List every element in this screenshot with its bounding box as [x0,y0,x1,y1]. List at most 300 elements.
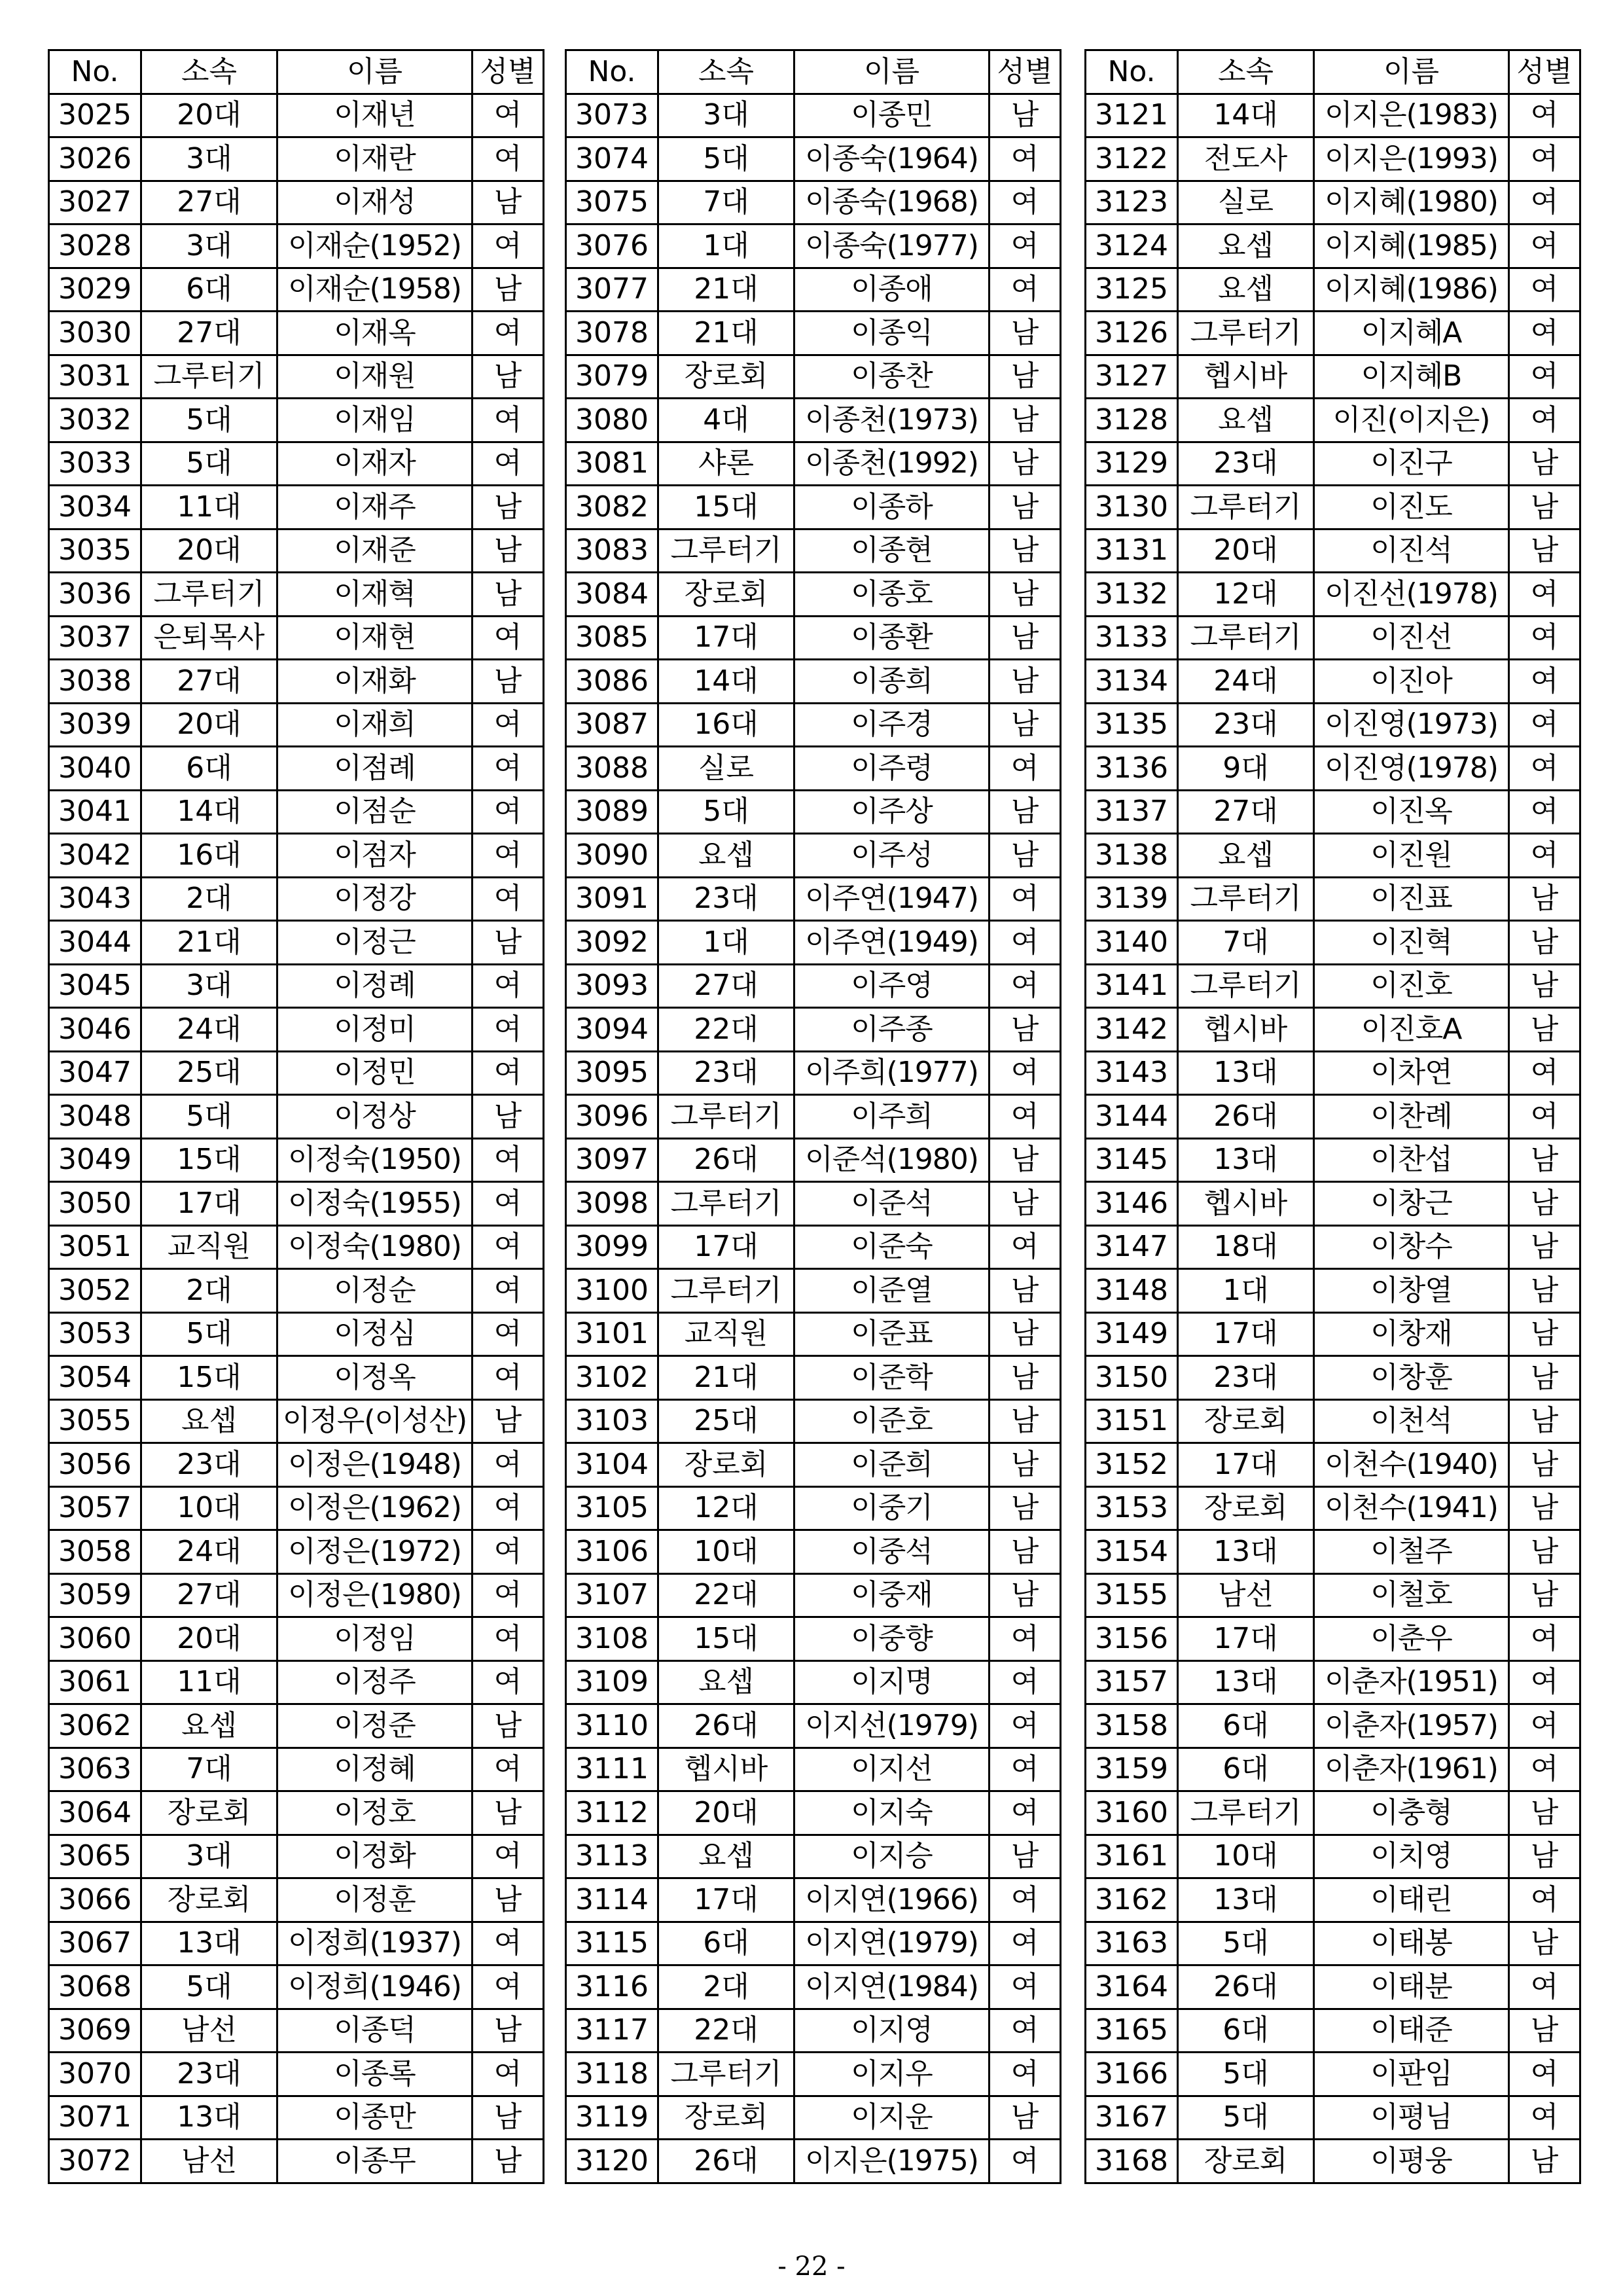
cell-sex: 남 [990,790,1061,834]
cell-no: 3051 [49,1225,141,1269]
cell-no: 3041 [49,790,141,834]
cell-sex: 여 [1509,1878,1580,1922]
cell-no: 3121 [1086,94,1178,137]
cell-name: 이지우 [794,2053,990,2096]
cell-sex: 여 [1509,703,1580,747]
cell-name: 이평님 [1314,2096,1509,2140]
cell-affiliation: 장로회 [1178,2140,1314,2183]
cell-affiliation: 그루터기 [141,355,277,399]
cell-name: 이진표 [1314,877,1509,921]
cell-affiliation: 요셉 [658,1835,794,1878]
cell-affiliation: 은퇴목사 [141,616,277,660]
table-row [1086,660,1580,704]
cell-affiliation: 22대 [658,1008,794,1052]
cell-no: 3110 [566,1704,658,1748]
cell-no: 3045 [49,964,141,1008]
table-row [49,312,544,355]
cell-no: 3143 [1086,1051,1178,1095]
table-row [49,1051,544,1095]
cell-affiliation: 3대 [658,94,794,137]
table-row [49,1835,544,1878]
cell-name: 이진선 [1314,616,1509,660]
cell-affiliation: 그루터기 [658,2053,794,2096]
cell-no: 3109 [566,1660,658,1704]
cell-no: 3095 [566,1051,658,1095]
cell-name: 이재성 [277,181,473,224]
cell-sex: 남 [473,1704,544,1748]
table-row [566,312,1061,355]
table-row [566,1182,1061,1226]
cell-affiliation: 남선 [1178,1573,1314,1617]
col-header-sex: 성별 [1509,50,1580,94]
cell-no: 3100 [566,1269,658,1313]
table-row [566,790,1061,834]
cell-affiliation: 6대 [141,268,277,312]
cell-no: 3079 [566,355,658,399]
cell-name: 이철호 [1314,1573,1509,1617]
cell-sex: 여 [473,224,544,268]
cell-no: 3082 [566,486,658,529]
table-row [566,1051,1061,1095]
cell-no: 3083 [566,529,658,573]
cell-affiliation: 5대 [1178,2053,1314,2096]
cell-name: 이종숙(1964) [794,137,990,181]
cell-affiliation: 남선 [141,2009,277,2053]
cell-sex: 남 [1509,1356,1580,1400]
cell-affiliation: 20대 [141,529,277,573]
cell-affiliation: 실로 [658,747,794,791]
cell-no: 3072 [49,2140,141,2183]
cell-name: 이종숙(1977) [794,224,990,268]
cell-no: 3155 [1086,1573,1178,1617]
cell-no: 3087 [566,703,658,747]
roster-table-1 [48,49,544,2184]
cell-affiliation: 27대 [141,1573,277,1617]
page-number: - 22 - [777,2251,846,2282]
cell-no: 3098 [566,1182,658,1226]
table-row [49,355,544,399]
cell-affiliation: 6대 [658,1922,794,1965]
cell-affiliation: 10대 [658,1530,794,1574]
cell-name: 이점순 [277,790,473,834]
cell-sex: 여 [1509,1704,1580,1748]
cell-name: 이평웅 [1314,2140,1509,2183]
cell-name: 이태봉 [1314,1922,1509,1965]
table-row [566,1878,1061,1922]
cell-sex: 여 [1509,1095,1580,1139]
cell-no: 3165 [1086,2009,1178,2053]
table-header [1086,50,1580,94]
cell-no: 3092 [566,921,658,965]
table-row [49,616,544,660]
cell-sex: 여 [1509,1748,1580,1791]
cell-name: 이정옥 [277,1356,473,1400]
cell-no: 3034 [49,486,141,529]
cell-name: 이정숙(1980) [277,1225,473,1269]
cell-no: 3093 [566,964,658,1008]
cell-affiliation: 교직원 [141,1225,277,1269]
cell-no: 3038 [49,660,141,704]
table-row [566,1617,1061,1661]
cell-sex: 남 [1509,442,1580,486]
table-row [1086,1182,1580,1226]
cell-name: 이차연 [1314,1051,1509,1095]
cell-sex: 여 [990,181,1061,224]
cell-no: 3160 [1086,1791,1178,1835]
cell-affiliation: 헵시바 [1178,355,1314,399]
cell-sex: 남 [1509,2140,1580,2183]
cell-affiliation: 22대 [658,2009,794,2053]
cell-sex: 여 [990,1704,1061,1748]
cell-name: 이정호 [277,1791,473,1835]
cell-sex: 남 [473,486,544,529]
cell-no: 3136 [1086,747,1178,791]
cell-no: 3139 [1086,877,1178,921]
cell-name: 이주령 [794,747,990,791]
cell-affiliation: 16대 [658,703,794,747]
cell-sex: 남 [473,529,544,573]
cell-affiliation: 요셉 [141,1704,277,1748]
cell-name: 이정강 [277,877,473,921]
cell-name: 이정훈 [277,1878,473,1922]
cell-affiliation: 장로회 [658,573,794,617]
table-row [566,1138,1061,1182]
cell-sex: 남 [1509,1138,1580,1182]
cell-name: 이재년 [277,94,473,137]
cell-no: 3123 [1086,181,1178,224]
cell-name: 이정상 [277,1095,473,1139]
cell-name: 이정희(1937) [277,1922,473,1965]
cell-sex: 여 [990,1051,1061,1095]
cell-name: 이지연(1966) [794,1878,990,1922]
cell-no: 3112 [566,1791,658,1835]
cell-no: 3125 [1086,268,1178,312]
cell-affiliation: 21대 [141,921,277,965]
cell-sex: 남 [990,1008,1061,1052]
table-row [1086,747,1580,791]
col-header-no: No. [49,50,141,94]
table-row [49,1791,544,1835]
cell-affiliation: 27대 [141,181,277,224]
cell-no: 3084 [566,573,658,617]
cell-affiliation: 장로회 [658,355,794,399]
cell-affiliation: 17대 [658,1225,794,1269]
cell-name: 이찬섭 [1314,1138,1509,1182]
table-row [1086,921,1580,965]
cell-affiliation: 26대 [1178,1965,1314,2009]
cell-no: 3120 [566,2140,658,2183]
cell-no: 3088 [566,747,658,791]
cell-no: 3148 [1086,1269,1178,1313]
cell-sex: 여 [473,94,544,137]
table-row [49,1617,544,1661]
cell-no: 3091 [566,877,658,921]
cell-sex: 여 [990,1878,1061,1922]
cell-sex: 여 [1509,94,1580,137]
cell-affiliation: 26대 [658,1704,794,1748]
cell-affiliation: 그루터기 [658,1269,794,1313]
cell-sex: 남 [1509,1312,1580,1356]
cell-affiliation: 요셉 [658,1660,794,1704]
cell-affiliation: 교직원 [658,1312,794,1356]
cell-affiliation: 14대 [658,660,794,704]
col-header-no: No. [566,50,658,94]
cell-affiliation: 4대 [658,399,794,442]
table-row [1086,224,1580,268]
table-header [49,50,544,94]
table-row [566,703,1061,747]
cell-name: 이지혜(1986) [1314,268,1509,312]
cell-affiliation: 24대 [141,1530,277,1574]
cell-sex: 남 [473,1399,544,1443]
cell-name: 이종희 [794,660,990,704]
cell-sex: 남 [1509,921,1580,965]
cell-sex: 남 [473,1095,544,1139]
cell-sex: 남 [473,573,544,617]
cell-affiliation: 5대 [141,1312,277,1356]
cell-name: 이진아 [1314,660,1509,704]
cell-name: 이지은(1975) [794,2140,990,2183]
cell-no: 3035 [49,529,141,573]
cell-sex: 여 [990,1748,1061,1791]
cell-no: 3111 [566,1748,658,1791]
table-row [1086,1922,1580,1965]
cell-sex: 여 [1509,616,1580,660]
cell-sex: 여 [473,442,544,486]
cell-sex: 남 [1509,486,1580,529]
cell-no: 3131 [1086,529,1178,573]
roster-table-2 [565,49,1061,2184]
cell-sex: 남 [473,355,544,399]
table-row [566,877,1061,921]
cell-no: 3043 [49,877,141,921]
cell-affiliation: 26대 [658,1138,794,1182]
table-row [1086,486,1580,529]
cell-name: 이주희(1977) [794,1051,990,1095]
cell-name: 이준표 [794,1312,990,1356]
cell-name: 이정우(이성산) [277,1399,473,1443]
cell-no: 3101 [566,1312,658,1356]
cell-no: 3102 [566,1356,658,1400]
cell-no: 3168 [1086,2140,1178,2183]
cell-sex: 여 [473,1573,544,1617]
cell-name: 이중석 [794,1530,990,1574]
cell-name: 이치영 [1314,1835,1509,1878]
cell-name: 이천수(1941) [1314,1486,1509,1530]
table-row [566,486,1061,529]
cell-sex: 남 [990,1312,1061,1356]
cell-sex: 여 [473,1269,544,1313]
cell-affiliation: 13대 [1178,1878,1314,1922]
cell-affiliation: 헵시바 [658,1748,794,1791]
table-row [1086,1486,1580,1530]
table-row [49,2009,544,2053]
table-row [1086,529,1580,573]
cell-name: 이진도 [1314,486,1509,529]
cell-affiliation: 2대 [658,1965,794,2009]
table-row [49,486,544,529]
cell-sex: 남 [473,1791,544,1835]
cell-sex: 남 [990,660,1061,704]
table-row [566,964,1061,1008]
cell-affiliation: 23대 [141,2053,277,2096]
cell-sex: 여 [473,834,544,878]
cell-sex: 여 [1509,181,1580,224]
cell-no: 3108 [566,1617,658,1661]
cell-no: 3078 [566,312,658,355]
cell-no: 3030 [49,312,141,355]
cell-sex: 남 [990,355,1061,399]
cell-no: 3052 [49,1269,141,1313]
cell-name: 이종민 [794,94,990,137]
cell-affiliation: 5대 [141,442,277,486]
cell-sex: 여 [473,1312,544,1356]
cell-sex: 여 [473,1617,544,1661]
cell-sex: 남 [990,1399,1061,1443]
cell-name: 이철주 [1314,1530,1509,1574]
cell-no: 3159 [1086,1748,1178,1791]
cell-affiliation: 24대 [1178,660,1314,704]
cell-sex: 남 [1509,1835,1580,1878]
cell-name: 이정임 [277,1617,473,1661]
cell-no: 3149 [1086,1312,1178,1356]
cell-sex: 남 [473,2096,544,2140]
table-row [566,1269,1061,1313]
cell-affiliation: 그루터기 [1178,616,1314,660]
cell-affiliation: 26대 [1178,1095,1314,1139]
cell-no: 3067 [49,1922,141,1965]
cell-no: 3129 [1086,442,1178,486]
cell-name: 이준학 [794,1356,990,1400]
cell-sex: 남 [990,1138,1061,1182]
table-row [1086,355,1580,399]
table-row [566,1835,1061,1878]
cell-sex: 여 [473,877,544,921]
cell-affiliation: 21대 [658,312,794,355]
cell-name: 이정미 [277,1008,473,1052]
table-row [49,1922,544,1965]
cell-sex: 남 [1509,529,1580,573]
cell-sex: 남 [1509,964,1580,1008]
cell-name: 이창훈 [1314,1356,1509,1400]
cell-name: 이종찬 [794,355,990,399]
cell-no: 3064 [49,1791,141,1835]
cell-affiliation: 5대 [1178,2096,1314,2140]
table-row [566,399,1061,442]
cell-no: 3032 [49,399,141,442]
cell-no: 3135 [1086,703,1178,747]
table-row [49,137,544,181]
cell-no: 3031 [49,355,141,399]
cell-name: 이정례 [277,964,473,1008]
table-row [566,529,1061,573]
cell-no: 3117 [566,2009,658,2053]
cell-sex: 여 [1509,312,1580,355]
cell-affiliation: 헵시바 [1178,1182,1314,1226]
cell-name: 이정숙(1955) [277,1182,473,1226]
cell-no: 3163 [1086,1922,1178,1965]
cell-name: 이충형 [1314,1791,1509,1835]
cell-affiliation: 그루터기 [658,1182,794,1226]
cell-sex: 여 [473,1443,544,1487]
cell-no: 3058 [49,1530,141,1574]
cell-sex: 남 [990,1486,1061,1530]
cell-affiliation: 2대 [141,1269,277,1313]
cell-affiliation: 23대 [1178,442,1314,486]
cell-name: 이주희 [794,1095,990,1139]
table-row [1086,1356,1580,1400]
cell-sex: 여 [990,2053,1061,2096]
cell-sex: 남 [990,1182,1061,1226]
cell-name: 이정숙(1950) [277,1138,473,1182]
cell-name: 이준열 [794,1269,990,1313]
cell-no: 3050 [49,1182,141,1226]
cell-name: 이주영 [794,964,990,1008]
table-row [49,2053,544,2096]
table-row [49,1269,544,1313]
cell-sex: 남 [990,1835,1061,1878]
cell-sex: 남 [1509,1486,1580,1530]
table-row [1086,1095,1580,1139]
cell-sex: 여 [473,137,544,181]
cell-sex: 남 [1509,877,1580,921]
cell-name: 이주성 [794,834,990,878]
cell-affiliation: 7대 [141,1748,277,1791]
cell-sex: 여 [990,268,1061,312]
cell-sex: 남 [1509,1443,1580,1487]
cell-name: 이종덕 [277,2009,473,2053]
cell-sex: 남 [990,94,1061,137]
cell-name: 이지숙 [794,1791,990,1835]
cell-affiliation: 그루터기 [1178,312,1314,355]
cell-name: 이종천(1992) [794,442,990,486]
cell-name: 이종환 [794,616,990,660]
cell-affiliation: 12대 [1178,573,1314,617]
table-row [49,1399,544,1443]
table-row [566,1095,1061,1139]
cell-name: 이태준 [1314,2009,1509,2053]
cell-no: 3145 [1086,1138,1178,1182]
table-row [49,1356,544,1400]
cell-name: 이지은(1983) [1314,94,1509,137]
cell-affiliation: 7대 [658,181,794,224]
cell-affiliation: 그루터기 [658,529,794,573]
cell-affiliation: 3대 [141,1835,277,1878]
cell-no: 3077 [566,268,658,312]
cell-no: 3028 [49,224,141,268]
cell-name: 이진구 [1314,442,1509,486]
cell-name: 이천수(1940) [1314,1443,1509,1487]
cell-no: 3116 [566,1965,658,2009]
table-row [1086,2009,1580,2053]
cell-no: 3166 [1086,2053,1178,2096]
cell-sex: 남 [990,312,1061,355]
cell-affiliation: 21대 [658,268,794,312]
table-row [1086,1138,1580,1182]
cell-affiliation: 장로회 [1178,1399,1314,1443]
table-row [1086,1617,1580,1661]
table-row [1086,1660,1580,1704]
cell-sex: 여 [990,921,1061,965]
cell-affiliation: 3대 [141,137,277,181]
cell-sex: 여 [473,1008,544,1052]
cell-no: 3053 [49,1312,141,1356]
cell-sex: 남 [473,660,544,704]
table-header [566,50,1061,94]
table-row [49,964,544,1008]
cell-no: 3162 [1086,1878,1178,1922]
cell-name: 이주경 [794,703,990,747]
